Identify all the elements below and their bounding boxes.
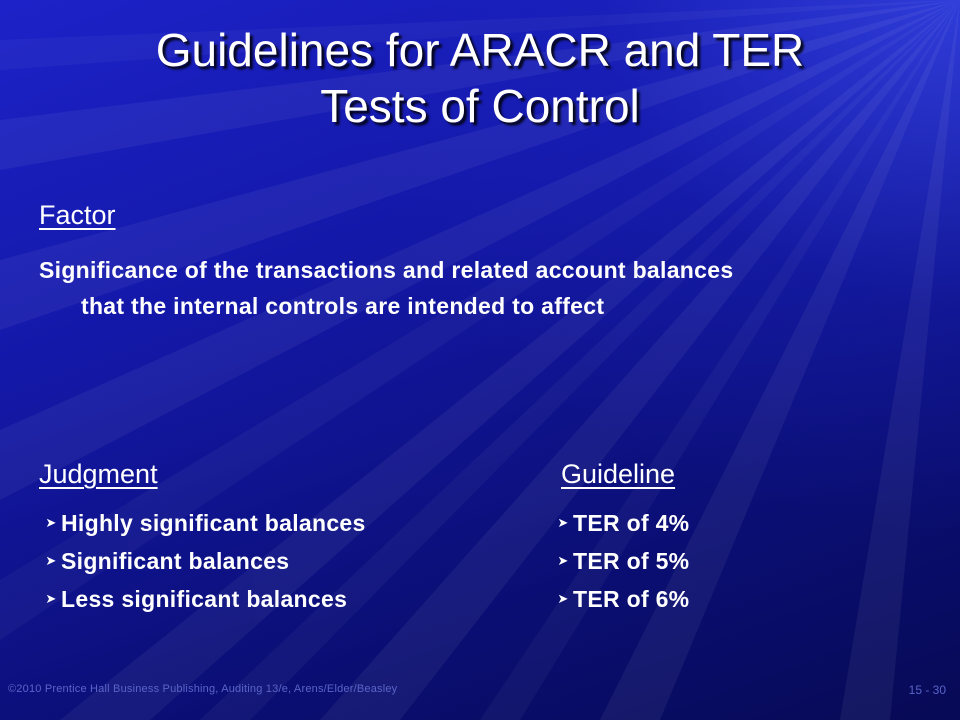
judgment-item xyxy=(44,542,366,580)
judgment-item-label: Less significant balances xyxy=(61,585,348,612)
judgment-item xyxy=(44,504,366,542)
factor-description: Significance of the transactions and related account balances that the internal controls are intended to affect xyxy=(39,257,734,319)
guideline-item-label: TER of 5% xyxy=(573,547,690,574)
arrowhead-bullet-icon: ➤ xyxy=(45,591,57,606)
slide-title xyxy=(0,22,960,134)
copyright-footer: ©2010 Prentice Hall Business Publishing, Auditing 13/e, Arens/Elder/Beasley xyxy=(8,683,398,695)
guideline-item xyxy=(556,580,689,618)
guideline-item xyxy=(556,542,689,580)
arrowhead-bullet-icon: ➤ xyxy=(45,515,57,530)
judgment-list xyxy=(44,504,366,618)
title-line-2: Tests of Control xyxy=(320,80,640,132)
arrowhead-bullet-icon: ➤ xyxy=(45,553,57,568)
factor-heading: Factor xyxy=(39,200,116,230)
guideline-item-label: TER of 4% xyxy=(573,509,690,536)
title-line-1: Guidelines for ARACR and TER xyxy=(155,24,805,76)
judgment-item-label: Significant balances xyxy=(61,547,290,574)
guideline-item xyxy=(556,504,689,542)
arrowhead-bullet-icon: ➤ xyxy=(557,553,569,568)
judgment-item-label: Highly significant balances xyxy=(61,509,366,536)
guideline-heading: Guideline xyxy=(561,459,676,489)
slide-number: 15 - 30 xyxy=(908,683,946,697)
judgment-item xyxy=(44,580,366,618)
guideline-item-label: TER of 6% xyxy=(573,585,690,612)
arrowhead-bullet-icon: ➤ xyxy=(557,591,569,606)
guideline-list xyxy=(556,504,689,618)
arrowhead-bullet-icon: ➤ xyxy=(557,515,569,530)
judgment-heading: Judgment xyxy=(39,459,158,489)
